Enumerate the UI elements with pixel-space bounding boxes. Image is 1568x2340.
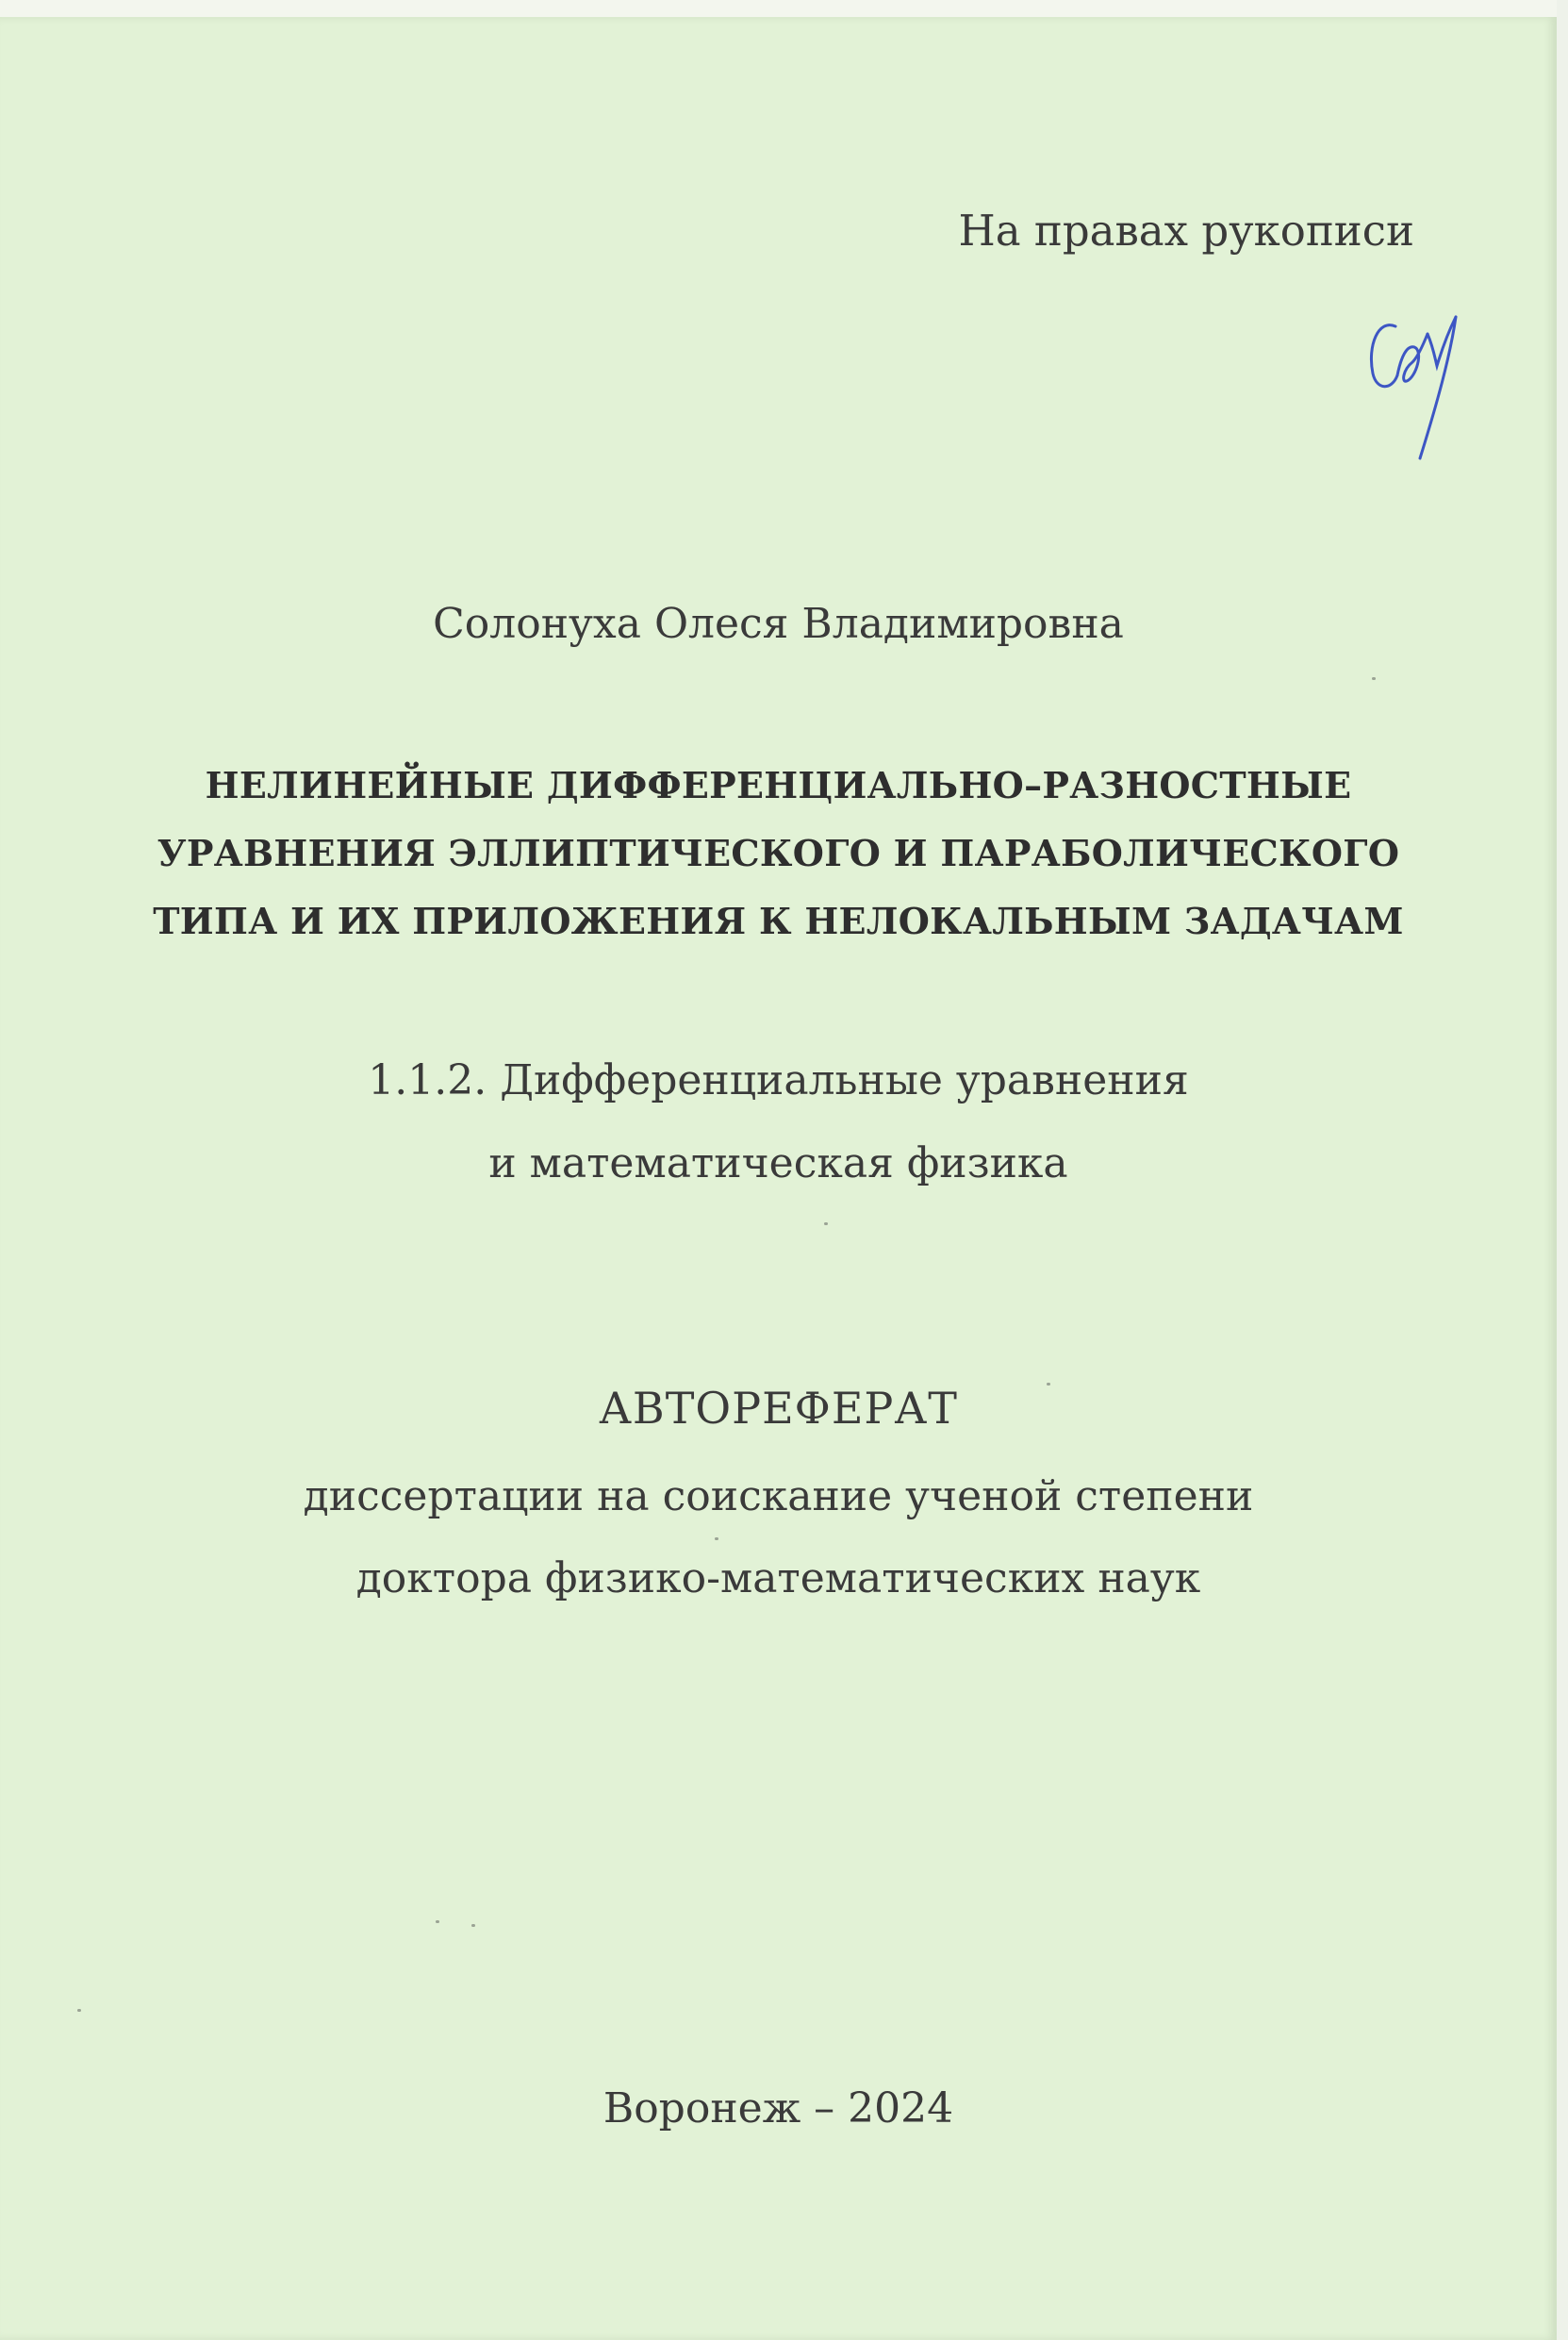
dissertation-title-line-1: НЕЛИНЕЙНЫЕ ДИФФЕРЕНЦИАЛЬНО–РАЗНОСТНЫЕ — [205, 764, 1352, 806]
degree-line-1: диссертации на соискание ученой степени — [303, 1472, 1254, 1520]
paper-speck — [77, 2009, 81, 2012]
city-year: Воронеж – 2024 — [602, 2084, 954, 2133]
scan-edge — [1557, 0, 1568, 2340]
paper-speck — [1372, 677, 1376, 680]
specialty-line-1: 1.1.2. Дифференциальные уравнения — [368, 1056, 1189, 1104]
paper-speck — [436, 1920, 439, 1923]
document-type-label: АВТОРЕФЕРАТ — [599, 1383, 958, 1434]
author-name: Солонуха Олеся Владимировна — [433, 600, 1124, 648]
handwritten-signature — [1358, 300, 1471, 470]
degree-line-2: доктора физико-математических наук — [355, 1554, 1201, 1602]
dissertation-title-line-3: ТИПА И ИХ ПРИЛОЖЕНИЯ К НЕЛОКАЛЬНЫМ ЗАДАЧАМ — [153, 900, 1404, 942]
specialty-line-2: и математическая физика — [488, 1139, 1068, 1187]
paper-speck — [1047, 1383, 1050, 1386]
paper-speck — [471, 1924, 475, 1927]
paper-speck — [824, 1222, 828, 1225]
dissertation-title-line-2: УРАВНЕНИЯ ЭЛЛИПТИЧЕСКОГО И ПАРАБОЛИЧЕСКОГО — [157, 832, 1400, 874]
manuscript-rights-note: На правах рукописи — [958, 206, 1414, 256]
paper-speck — [715, 1537, 718, 1540]
title-page — [0, 17, 1557, 2340]
